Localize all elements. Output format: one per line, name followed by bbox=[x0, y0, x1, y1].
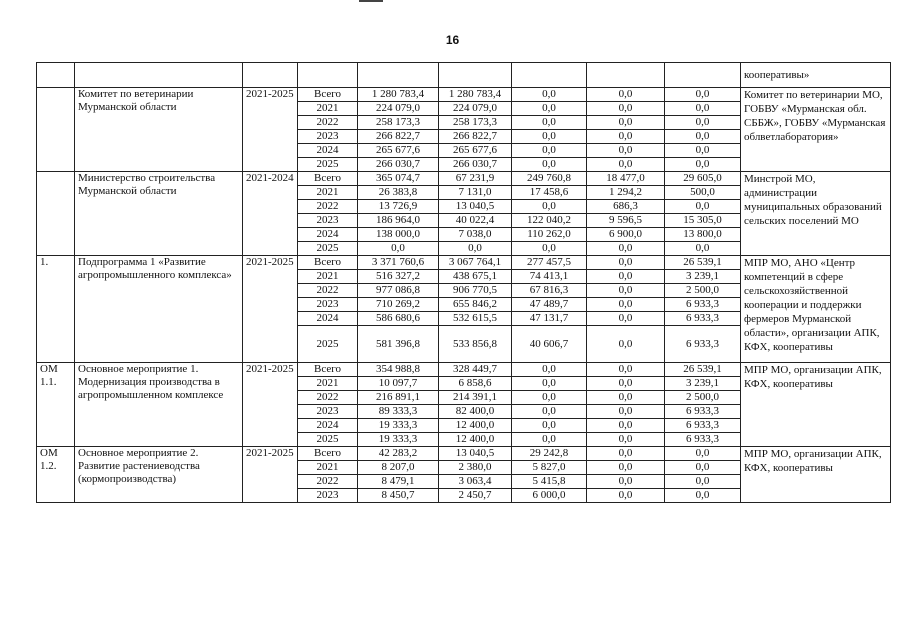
table-cell bbox=[243, 63, 298, 88]
amount-cell: 3 239,1 bbox=[665, 377, 741, 391]
year-cell: Всего bbox=[298, 88, 358, 102]
amount-cell: 3 371 760,6 bbox=[358, 256, 439, 270]
amount-cell: 138 000,0 bbox=[358, 228, 439, 242]
year-cell: Всего bbox=[298, 363, 358, 377]
program-name-cell: Основное мероприятие 2. Развитие растениеводства (кормопроизводства) bbox=[75, 447, 243, 503]
program-name-cell: Подпрограмма 1 «Развитие агропромышленного комплекса» bbox=[75, 256, 243, 363]
amount-cell: 82 400,0 bbox=[439, 405, 512, 419]
amount-cell: 0,0 bbox=[587, 447, 665, 461]
amount-cell: 0,0 bbox=[587, 363, 665, 377]
amount-cell: 516 327,2 bbox=[358, 270, 439, 284]
amount-cell: 9 596,5 bbox=[587, 214, 665, 228]
amount-cell: 89 333,3 bbox=[358, 405, 439, 419]
amount-cell: 0,0 bbox=[587, 158, 665, 172]
row-number-cell bbox=[37, 172, 75, 256]
table-row bbox=[37, 63, 891, 88]
amount-cell: 533 856,8 bbox=[439, 326, 512, 363]
amount-cell: 354 988,8 bbox=[358, 363, 439, 377]
year-cell: 2021 bbox=[298, 461, 358, 475]
amount-cell: 265 677,6 bbox=[439, 144, 512, 158]
year-cell: 2024 bbox=[298, 144, 358, 158]
amount-cell: 6 858,6 bbox=[439, 377, 512, 391]
amount-cell: 365 074,7 bbox=[358, 172, 439, 186]
amount-cell: 18 477,0 bbox=[587, 172, 665, 186]
executor-cell: Минстрой МО, администрации муниципальных образований сельских поселений МО bbox=[741, 172, 891, 256]
executor-cell: Комитет по ветеринарии МО, ГОБВУ «Мурманская обл. СББЖ», ГОБВУ «Мурманская облветлаборатория» bbox=[741, 88, 891, 172]
amount-cell: 277 457,5 bbox=[512, 256, 587, 270]
executor-cell: МПР МО, АНО «Центр компетенций в сфере сельскохозяйственной кооперации и поддержки фермеров Мурманской области», организации АПК, КФХ, кооперативы bbox=[741, 256, 891, 363]
amount-cell: 438 675,1 bbox=[439, 270, 512, 284]
amount-cell: 26 539,1 bbox=[665, 363, 741, 377]
period-cell: 2021-2024 bbox=[243, 172, 298, 256]
amount-cell: 0,0 bbox=[665, 158, 741, 172]
amount-cell: 224 079,0 bbox=[358, 102, 439, 116]
amount-cell: 0,0 bbox=[587, 377, 665, 391]
amount-cell: 19 333,3 bbox=[358, 419, 439, 433]
amount-cell: 1 294,2 bbox=[587, 186, 665, 200]
year-cell: 2024 bbox=[298, 228, 358, 242]
amount-cell: 67 231,9 bbox=[439, 172, 512, 186]
table-cell bbox=[37, 63, 75, 88]
table-row bbox=[37, 447, 891, 461]
amount-cell: 0,0 bbox=[512, 419, 587, 433]
amount-cell: 266 030,7 bbox=[358, 158, 439, 172]
amount-cell: 0,0 bbox=[587, 102, 665, 116]
year-cell: 2023 bbox=[298, 489, 358, 503]
amount-cell: 0,0 bbox=[512, 130, 587, 144]
amount-cell: 0,0 bbox=[587, 489, 665, 503]
amount-cell: 8 479,1 bbox=[358, 475, 439, 489]
table-row bbox=[37, 363, 891, 377]
amount-cell: 6 000,0 bbox=[512, 489, 587, 503]
amount-cell: 0,0 bbox=[665, 489, 741, 503]
year-cell: 2025 bbox=[298, 433, 358, 447]
amount-cell: 266 030,7 bbox=[439, 158, 512, 172]
year-cell: 2022 bbox=[298, 116, 358, 130]
table-cell bbox=[298, 63, 358, 88]
amount-cell: 0,0 bbox=[587, 284, 665, 298]
amount-cell: 47 131,7 bbox=[512, 312, 587, 326]
amount-cell: 500,0 bbox=[665, 186, 741, 200]
amount-cell: 19 333,3 bbox=[358, 433, 439, 447]
amount-cell: 13 726,9 bbox=[358, 200, 439, 214]
program-name-cell: Основное мероприятие 1. Модернизация производства в агропромышленном комплексе bbox=[75, 363, 243, 447]
amount-cell: 0,0 bbox=[665, 447, 741, 461]
amount-cell: 0,0 bbox=[587, 298, 665, 312]
amount-cell: 0,0 bbox=[587, 391, 665, 405]
amount-cell: 0,0 bbox=[665, 242, 741, 256]
executor-cell: МПР МО, организации АПК, КФХ, кооперативы bbox=[741, 447, 891, 503]
page-number: 16 bbox=[445, 33, 460, 47]
amount-cell: 122 040,2 bbox=[512, 214, 587, 228]
amount-cell: 10 097,7 bbox=[358, 377, 439, 391]
table-row bbox=[37, 172, 891, 186]
table-cell bbox=[75, 63, 243, 88]
amount-cell: 0,0 bbox=[665, 102, 741, 116]
amount-cell: 110 262,0 bbox=[512, 228, 587, 242]
amount-cell: 2 450,7 bbox=[439, 489, 512, 503]
amount-cell: 0,0 bbox=[358, 242, 439, 256]
amount-cell: 13 040,5 bbox=[439, 200, 512, 214]
amount-cell: 0,0 bbox=[665, 88, 741, 102]
amount-cell: 0,0 bbox=[665, 200, 741, 214]
amount-cell: 0,0 bbox=[512, 242, 587, 256]
amount-cell: 6 933,3 bbox=[665, 419, 741, 433]
amount-cell: 7 038,0 bbox=[439, 228, 512, 242]
amount-cell: 6 933,3 bbox=[665, 405, 741, 419]
year-cell: 2022 bbox=[298, 284, 358, 298]
year-cell: 2025 bbox=[298, 158, 358, 172]
year-cell: 2023 bbox=[298, 130, 358, 144]
amount-cell: 224 079,0 bbox=[439, 102, 512, 116]
amount-cell: 0,0 bbox=[665, 130, 741, 144]
amount-cell: 0,0 bbox=[587, 475, 665, 489]
amount-cell: 7 131,0 bbox=[439, 186, 512, 200]
table-cell bbox=[587, 63, 665, 88]
executor-cell: МПР МО, организации АПК, КФХ, кооперативы bbox=[741, 363, 891, 447]
period-cell: 2021-2025 bbox=[243, 88, 298, 172]
amount-cell: 0,0 bbox=[587, 270, 665, 284]
amount-cell: 26 539,1 bbox=[665, 256, 741, 270]
amount-cell: 0,0 bbox=[587, 256, 665, 270]
year-cell: Всего bbox=[298, 447, 358, 461]
amount-cell: 977 086,8 bbox=[358, 284, 439, 298]
amount-cell: 0,0 bbox=[587, 116, 665, 130]
amount-cell: 8 207,0 bbox=[358, 461, 439, 475]
amount-cell: 0,0 bbox=[512, 158, 587, 172]
amount-cell: 40 606,7 bbox=[512, 326, 587, 363]
amount-cell: 0,0 bbox=[587, 405, 665, 419]
amount-cell: 0,0 bbox=[587, 326, 665, 363]
year-cell: 2023 bbox=[298, 298, 358, 312]
row-number-cell: ОМ 1.1. bbox=[37, 363, 75, 447]
amount-cell: 532 615,5 bbox=[439, 312, 512, 326]
amount-cell: 1 280 783,4 bbox=[358, 88, 439, 102]
amount-cell: 0,0 bbox=[512, 102, 587, 116]
top-edge-mark bbox=[359, 0, 383, 2]
table-cell bbox=[358, 63, 439, 88]
amount-cell: 214 391,1 bbox=[439, 391, 512, 405]
amount-cell: 328 449,7 bbox=[439, 363, 512, 377]
table-cell bbox=[665, 63, 741, 88]
program-name-cell: Министерство строительства Мурманской области bbox=[75, 172, 243, 256]
amount-cell: 186 964,0 bbox=[358, 214, 439, 228]
amount-cell: 40 022,4 bbox=[439, 214, 512, 228]
amount-cell: 265 677,6 bbox=[358, 144, 439, 158]
table-cell bbox=[512, 63, 587, 88]
amount-cell: 0,0 bbox=[512, 433, 587, 447]
amount-cell: 0,0 bbox=[587, 242, 665, 256]
row-number-cell: 1. bbox=[37, 256, 75, 363]
amount-cell: 42 283,2 bbox=[358, 447, 439, 461]
amount-cell: 581 396,8 bbox=[358, 326, 439, 363]
amount-cell: 3 067 764,1 bbox=[439, 256, 512, 270]
row-number-cell bbox=[37, 88, 75, 172]
year-cell: 2021 bbox=[298, 186, 358, 200]
amount-cell: 12 400,0 bbox=[439, 419, 512, 433]
period-cell: 2021-2025 bbox=[243, 363, 298, 447]
amount-cell: 249 760,8 bbox=[512, 172, 587, 186]
amount-cell: 8 450,7 bbox=[358, 489, 439, 503]
amount-cell: 0,0 bbox=[587, 88, 665, 102]
budget-table bbox=[36, 62, 891, 503]
amount-cell: 0,0 bbox=[512, 88, 587, 102]
amount-cell: 686,3 bbox=[587, 200, 665, 214]
amount-cell: 6 933,3 bbox=[665, 312, 741, 326]
amount-cell: 0,0 bbox=[587, 461, 665, 475]
year-cell: Всего bbox=[298, 172, 358, 186]
period-cell: 2021-2025 bbox=[243, 256, 298, 363]
amount-cell: 0,0 bbox=[587, 433, 665, 447]
amount-cell: 0,0 bbox=[512, 144, 587, 158]
year-cell: 2022 bbox=[298, 391, 358, 405]
amount-cell: 0,0 bbox=[665, 144, 741, 158]
budget-table-body bbox=[37, 63, 891, 503]
amount-cell: 0,0 bbox=[512, 377, 587, 391]
year-cell: 2021 bbox=[298, 270, 358, 284]
amount-cell: 5 827,0 bbox=[512, 461, 587, 475]
table-row bbox=[37, 256, 891, 270]
amount-cell: 3 063,4 bbox=[439, 475, 512, 489]
amount-cell: 0,0 bbox=[512, 405, 587, 419]
amount-cell: 74 413,1 bbox=[512, 270, 587, 284]
amount-cell: 15 305,0 bbox=[665, 214, 741, 228]
amount-cell: 2 500,0 bbox=[665, 284, 741, 298]
amount-cell: 12 400,0 bbox=[439, 433, 512, 447]
program-name-cell: Комитет по ветеринарии Мурманской области bbox=[75, 88, 243, 172]
amount-cell: 0,0 bbox=[587, 144, 665, 158]
amount-cell: 47 489,7 bbox=[512, 298, 587, 312]
amount-cell: 906 770,5 bbox=[439, 284, 512, 298]
year-cell: 2025 bbox=[298, 242, 358, 256]
year-cell: Всего bbox=[298, 256, 358, 270]
amount-cell: 0,0 bbox=[512, 200, 587, 214]
amount-cell: 6 900,0 bbox=[587, 228, 665, 242]
amount-cell: 0,0 bbox=[587, 419, 665, 433]
executor-cell: кооперативы» bbox=[741, 63, 891, 88]
amount-cell: 2 380,0 bbox=[439, 461, 512, 475]
amount-cell: 29 242,8 bbox=[512, 447, 587, 461]
amount-cell: 17 458,6 bbox=[512, 186, 587, 200]
amount-cell: 258 173,3 bbox=[358, 116, 439, 130]
amount-cell: 0,0 bbox=[665, 475, 741, 489]
amount-cell: 0,0 bbox=[512, 391, 587, 405]
amount-cell: 2 500,0 bbox=[665, 391, 741, 405]
amount-cell: 5 415,8 bbox=[512, 475, 587, 489]
amount-cell: 266 822,7 bbox=[358, 130, 439, 144]
amount-cell: 0,0 bbox=[512, 116, 587, 130]
amount-cell: 67 816,3 bbox=[512, 284, 587, 298]
amount-cell: 3 239,1 bbox=[665, 270, 741, 284]
table-cell bbox=[439, 63, 512, 88]
amount-cell: 0,0 bbox=[587, 130, 665, 144]
amount-cell: 0,0 bbox=[439, 242, 512, 256]
amount-cell: 586 680,6 bbox=[358, 312, 439, 326]
amount-cell: 258 173,3 bbox=[439, 116, 512, 130]
year-cell: 2022 bbox=[298, 475, 358, 489]
amount-cell: 13 800,0 bbox=[665, 228, 741, 242]
amount-cell: 216 891,1 bbox=[358, 391, 439, 405]
amount-cell: 6 933,3 bbox=[665, 298, 741, 312]
year-cell: 2021 bbox=[298, 102, 358, 116]
year-cell: 2024 bbox=[298, 312, 358, 326]
year-cell: 2021 bbox=[298, 377, 358, 391]
year-cell: 2022 bbox=[298, 200, 358, 214]
amount-cell: 0,0 bbox=[665, 461, 741, 475]
year-cell: 2025 bbox=[298, 326, 358, 363]
amount-cell: 0,0 bbox=[587, 312, 665, 326]
amount-cell: 6 933,3 bbox=[665, 326, 741, 363]
year-cell: 2023 bbox=[298, 214, 358, 228]
amount-cell: 26 383,8 bbox=[358, 186, 439, 200]
period-cell: 2021-2025 bbox=[243, 447, 298, 503]
amount-cell: 655 846,2 bbox=[439, 298, 512, 312]
amount-cell: 1 280 783,4 bbox=[439, 88, 512, 102]
amount-cell: 29 605,0 bbox=[665, 172, 741, 186]
amount-cell: 13 040,5 bbox=[439, 447, 512, 461]
year-cell: 2023 bbox=[298, 405, 358, 419]
table-row bbox=[37, 88, 891, 102]
amount-cell: 710 269,2 bbox=[358, 298, 439, 312]
amount-cell: 0,0 bbox=[665, 116, 741, 130]
row-number-cell: ОМ 1.2. bbox=[37, 447, 75, 503]
amount-cell: 0,0 bbox=[512, 363, 587, 377]
year-cell: 2024 bbox=[298, 419, 358, 433]
amount-cell: 6 933,3 bbox=[665, 433, 741, 447]
amount-cell: 266 822,7 bbox=[439, 130, 512, 144]
